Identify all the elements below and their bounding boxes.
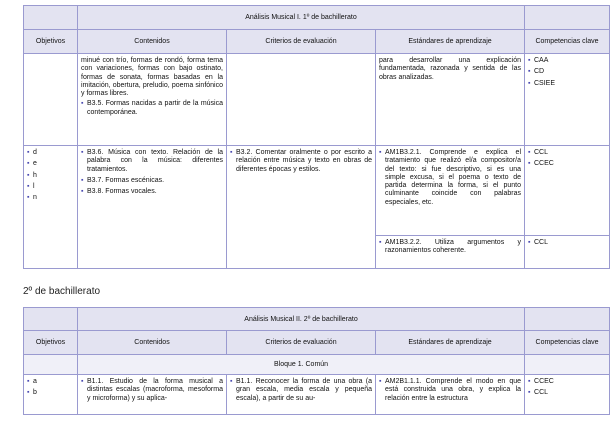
list-item: ▪ B3.6. Música con texto. Relación de la palabra con la música: diferentes tratamientos. xyxy=(81,149,223,173)
contenidos-cell xyxy=(78,54,227,146)
bullet-icon: ▪ xyxy=(528,57,531,64)
list-item: ▪ B3.7. Formas escénicas. xyxy=(81,176,165,184)
table-analisis-musical-2 xyxy=(23,307,610,415)
competencias-cell xyxy=(525,375,610,415)
bullet-icon: ▪ xyxy=(81,188,84,196)
list-item: ▪ CCEC xyxy=(528,378,554,385)
bullet-icon: ▪ xyxy=(528,79,531,87)
bullet-icon: ▪ xyxy=(379,378,382,385)
header-criterios: Criterios de evaluación xyxy=(227,30,376,54)
header-contenidos: Contenidos xyxy=(78,30,227,54)
header-empty-right xyxy=(525,308,610,331)
bullet-icon: ▪ xyxy=(528,378,531,385)
block-title: Bloque 1. Común xyxy=(78,355,525,375)
bullet-icon: ▪ xyxy=(379,239,382,246)
header-contenidos: Contenidos xyxy=(78,331,227,355)
list-item: ▪ AM2B1.1.1. Comprende el modo en que está construida una obra, y explica la relación entre la estructura xyxy=(379,378,522,402)
list-item: ▪ CD xyxy=(528,68,545,76)
header-competencias: Competencias clave xyxy=(525,30,610,54)
bullet-icon: ▪ xyxy=(81,100,84,108)
bullet-icon: ▪ xyxy=(27,194,30,202)
bullet-icon: ▪ xyxy=(81,176,84,184)
criterios-cell xyxy=(227,146,376,269)
list-item: ▪ b xyxy=(27,389,37,397)
header-estandares: Estándares de aprendizaje xyxy=(376,30,525,54)
bullet-icon: ▪ xyxy=(27,389,30,397)
table-analisis-musical-1 xyxy=(23,5,610,269)
header-empty xyxy=(24,6,78,30)
table-row xyxy=(24,375,610,415)
list-item: ▪ CAA xyxy=(528,57,549,64)
list-item: ▪ AM1B3.2.2. Utiliza argumentos y razonamientos coherente. xyxy=(379,239,521,255)
bullet-icon: ▪ xyxy=(528,149,531,156)
list-item: ▪ e xyxy=(27,160,37,168)
list-item: ▪ CCEC xyxy=(528,160,554,168)
list-item: ▪ a xyxy=(27,378,37,385)
bullet-icon: ▪ xyxy=(528,68,531,76)
contenidos-text: minué con trío, formas de rondó, forma tema con variaciones, formas con bajo ostinato, formas de sonata, formas basadas en la imitación, obertura, preludio, poema sinfónico y formas libres. xyxy=(81,57,223,98)
table-row xyxy=(24,146,610,236)
bullet-icon: ▪ xyxy=(528,239,531,246)
block-empty-right xyxy=(525,355,610,375)
bullet-icon: ▪ xyxy=(27,171,30,179)
contenidos-cell xyxy=(78,146,227,269)
list-item: ▪ AM1B3.2.1. Comprende e explica el tratamiento que realizó el/a compositor/a del texto: si fue descriptivo, si es una simple excusa, si el poema o texto de partida determina la forma, si el punto culminante coincide con palabras especiales, etc. xyxy=(379,149,521,206)
header-objetivos: Objetivos xyxy=(24,30,78,54)
bullet-icon: ▪ xyxy=(379,149,382,156)
header-estandares: Estándares de aprendizaje xyxy=(376,331,525,355)
objetivos-cell xyxy=(24,54,78,146)
bullet-icon: ▪ xyxy=(27,182,30,190)
bullet-icon: ▪ xyxy=(230,378,233,385)
section-heading: 2º de bachillerato xyxy=(23,286,101,297)
competencias-cell xyxy=(525,146,610,236)
bullet-icon: ▪ xyxy=(81,378,84,385)
bullet-icon: ▪ xyxy=(528,389,531,397)
competencias-cell xyxy=(525,54,610,146)
list-item: ▪ B1.1. Reconocer la forma de una obra (a gran escala, media escala y pequeña escala), a partir de su au- xyxy=(230,378,372,402)
list-item: ▪ B3.2. Comentar oralmente o por escrito a relación entre música y texto en obras de diferentes épocas y estilos. xyxy=(230,149,372,173)
list-item: ▪ CCL xyxy=(528,239,549,246)
objetivos-cell xyxy=(24,146,78,269)
list-item: ▪ B1.1. Estudio de la forma musical a distintas escalas (macroforma, mesoforma y microforma) y su aplica- xyxy=(81,378,223,402)
estandares-cell xyxy=(376,375,525,415)
criterios-cell xyxy=(227,375,376,415)
header-competencias: Competencias clave xyxy=(525,331,610,355)
bullet-icon: ▪ xyxy=(27,378,30,385)
list-item: ▪ n xyxy=(27,194,37,202)
estandares-cell xyxy=(376,236,525,269)
list-item: ▪ B3.5. Formas nacidas a partir de la música contemporánea. xyxy=(81,100,223,116)
bullet-icon: ▪ xyxy=(528,160,531,168)
competencias-cell xyxy=(525,236,610,269)
list-item: ▪ CCL xyxy=(528,149,549,156)
list-item: ▪ d xyxy=(27,149,37,156)
list-item: ▪ CSIEE xyxy=(528,79,556,87)
contenidos-cell xyxy=(78,375,227,415)
block-empty xyxy=(24,355,78,375)
header-objetivos: Objetivos xyxy=(24,331,78,355)
table-title: Análisis Musical II. 2º de bachillerato xyxy=(78,308,525,331)
objetivos-cell xyxy=(24,375,78,415)
bullet-icon: ▪ xyxy=(230,149,233,156)
table-row xyxy=(24,54,610,146)
bullet-icon: ▪ xyxy=(27,160,30,168)
table-title: Análisis Musical I. 1º de bachillerato xyxy=(78,6,525,30)
estandares-cell xyxy=(376,146,525,236)
list-item: ▪ CCL xyxy=(528,389,549,397)
estandares-text: para desarrollar una explicación fundamentada, razonada y sentida de las obras analizadas. xyxy=(379,57,521,81)
list-item: ▪ h xyxy=(27,171,37,179)
header-criterios: Criterios de evaluación xyxy=(227,331,376,355)
bullet-icon: ▪ xyxy=(27,149,30,156)
list-item: ▪ l xyxy=(27,182,35,190)
bullet-icon: ▪ xyxy=(81,149,84,156)
estandares-cell xyxy=(376,54,525,146)
list-item: ▪ B3.8. Formas vocales. xyxy=(81,188,157,196)
header-empty-right xyxy=(525,6,610,30)
header-empty xyxy=(24,308,78,331)
criterios-cell xyxy=(227,54,376,146)
